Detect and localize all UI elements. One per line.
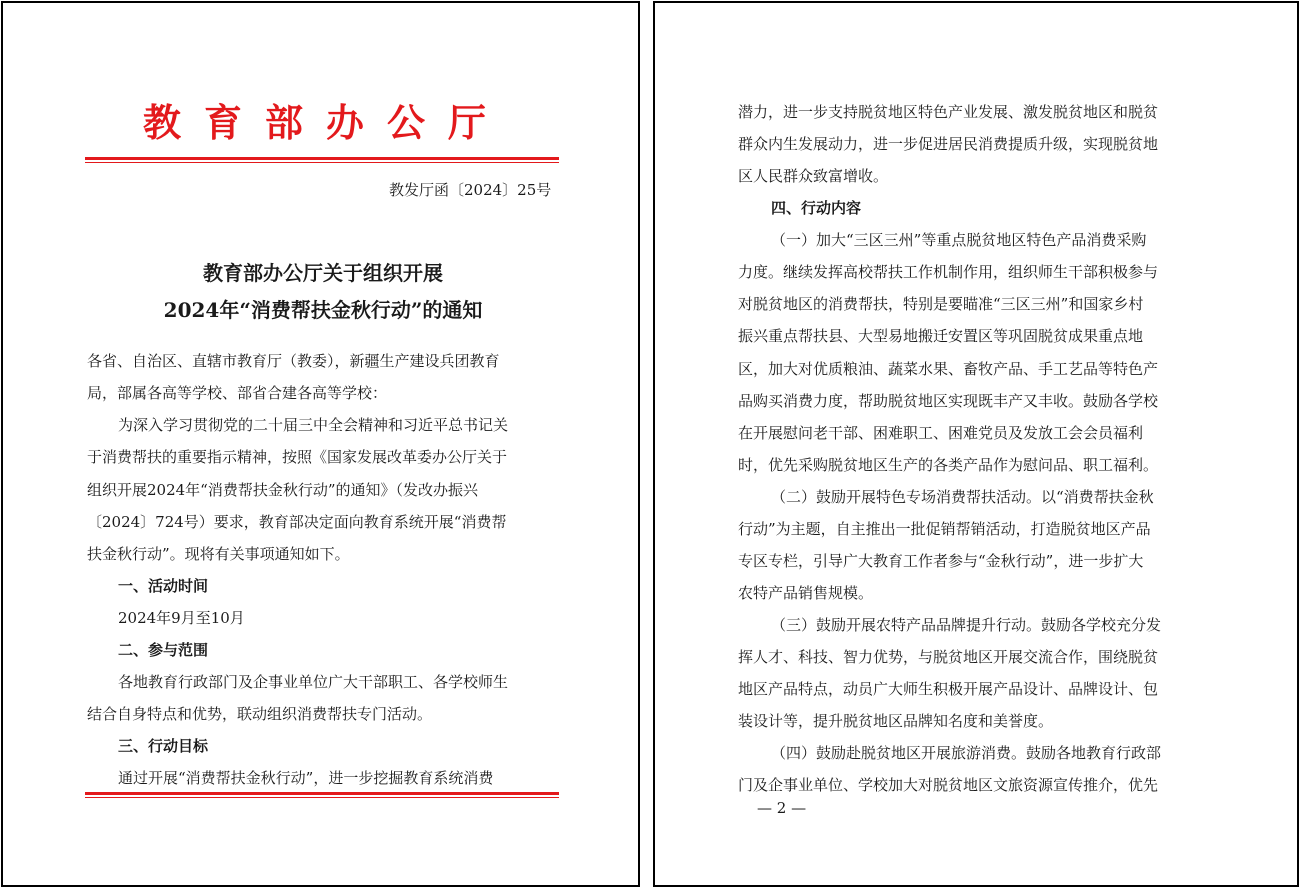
text-line: （四）鼓励赴脱贫地区开展旅游消费。鼓励各地教育行政部 [771, 744, 1162, 762]
text-line: 门及企事业单位、学校加大对脱贫地区文旅资源宣传推介，优先 [738, 776, 1159, 794]
office-title: 教育部办公厅 [142, 100, 509, 145]
text-line: （二）鼓励开展特色专场消费帮扶活动。以“消费帮扶金秋 [771, 488, 1154, 506]
text-line: 品购买消费力度，帮助脱贫地区实现既丰产又丰收。鼓励各学校 [738, 392, 1159, 410]
text-line: 2024年9月至10月 [118, 609, 245, 627]
text-line: 潜力，进一步支持脱贫地区特色产业发展、激发脱贫地区和脱贫 [738, 103, 1159, 121]
red-rule-thick [85, 157, 559, 160]
text-line: 结合自身特点和优势，联动组织消费帮扶专门活动。 [87, 705, 433, 723]
section-heading: 四、行动内容 [771, 199, 862, 217]
section-heading: 二、参与范围 [118, 641, 209, 659]
text-line: 行动”为主题，自主推出一批促销帮销活动，打造脱贫地区产品 [738, 520, 1151, 538]
text-line: 振兴重点帮扶县、大型易地搬迁安置区等巩固脱贫成果重点地 [738, 327, 1144, 345]
text-line: 通过开展“消费帮扶金秋行动”，进一步挖掘教育系统消费 [118, 769, 494, 787]
text-line: 区，加大对优质粮油、蔬菜水果、畜牧产品、手工艺品等特色产 [738, 360, 1159, 378]
text-line: 装设计等，提升脱贫地区品牌知名度和美誉度。 [738, 712, 1054, 730]
text-line: 〔2024〕724号）要求，教育部决定面向教育系统开展“消费帮 [87, 513, 507, 531]
red-rule-bottom-thick [85, 792, 559, 795]
doc-title-line-1: 教育部办公厅关于组织开展 [203, 261, 443, 285]
text-line: 组织开展2024年“消费帮扶金秋行动”的通知》（发改办振兴 [87, 481, 479, 499]
text-line: 力度。继续发挥高校帮扶工作机制作用，组织师生干部积极参与 [738, 263, 1159, 281]
text-line: 时，优先采购脱贫地区生产的各类产品作为慰问品、职工福利。 [738, 456, 1159, 474]
text-line: 为深入学习贯彻党的二十届三中全会精神和习近平总书记关 [118, 416, 509, 434]
text-line: 区人民群众致富增收。 [738, 167, 889, 185]
red-rule-thin [85, 162, 559, 163]
text-line: 群众内生发展动力，进一步促进居民消费提质升级，实现脱贫地 [738, 135, 1159, 153]
document-page-1 [1, 1, 640, 887]
document-page-2 [653, 1, 1299, 887]
doc-title-line-2: 2024年“消费帮扶金秋行动”的通知 [163, 298, 483, 322]
text-line: 挥人才、科技、智力优势，与脱贫地区开展交流合作，围绕脱贫 [738, 648, 1159, 666]
red-rule-bottom-thin [85, 797, 559, 798]
text-line: 专区专栏，引导广大教育工作者参与“金秋行动”，进一步扩大 [738, 552, 1144, 570]
text-line: （一）加大“三区三州”等重点脱贫地区特色产品消费采购 [771, 231, 1147, 249]
text-line: 农特产品销售规模。 [738, 584, 874, 602]
text-line: （三）鼓励开展农特产品品牌提升行动。鼓励各学校充分发 [771, 616, 1162, 634]
text-line: 局，部属各高等学校、部省合建各高等学校： [87, 384, 388, 402]
page-number: — 2 — [757, 799, 807, 817]
text-line: 扶金秋行动”。现将有关事项通知如下。 [87, 545, 350, 563]
text-line: 于消费帮扶的重要指示精神，按照《国家发展改革委办公厅关于 [87, 448, 508, 466]
text-line: 各省、自治区、直辖市教育厅（教委），新疆生产建设兵团教育 [87, 352, 500, 370]
text-line: 对脱贫地区的消费帮扶，特别是要瞄准“三区三州”和国家乡村 [738, 295, 1144, 313]
text-line: 地区产品特点，动员广大师生积极开展产品设计、品牌设计、包 [738, 680, 1159, 698]
doc-number: 教发厅函〔2024〕25号 [389, 181, 552, 199]
section-heading: 三、行动目标 [118, 737, 209, 755]
section-heading: 一、活动时间 [118, 577, 209, 595]
text-line: 在开展慰问老干部、困难职工、困难党员及发放工会会员福利 [738, 424, 1144, 442]
text-line: 各地教育行政部门及企事业单位广大干部职工、各学校师生 [118, 673, 509, 691]
